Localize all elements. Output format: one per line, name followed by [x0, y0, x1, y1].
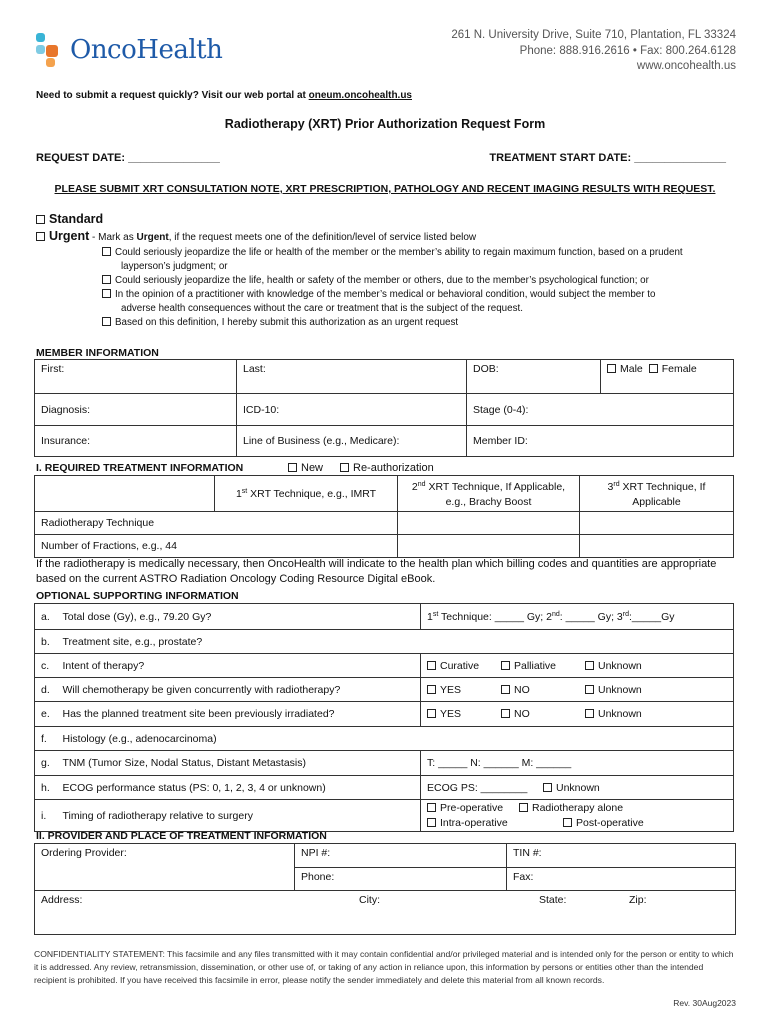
unknown-checkbox[interactable] — [585, 709, 594, 718]
male-checkbox[interactable] — [607, 364, 616, 373]
standard-option[interactable]: Standard — [36, 212, 103, 226]
treatment-site-question[interactable]: Treatment site, e.g., prostate? — [57, 630, 734, 654]
address-row[interactable] — [35, 891, 736, 935]
irradiated-answer[interactable]: YES NO Unknown — [421, 702, 734, 727]
rt-alone-checkbox[interactable] — [519, 803, 528, 812]
treatment-table — [34, 475, 734, 558]
gender-field[interactable]: Male Female — [601, 360, 734, 394]
unknown-checkbox[interactable] — [585, 661, 594, 670]
tnm-question: TNM (Tumor Size, Nodal Status, Distant Metastasis) — [57, 751, 421, 776]
npi-field[interactable]: NPI #: — [295, 844, 507, 868]
female-checkbox[interactable] — [649, 364, 658, 373]
optional-table: a. Total dose (Gy), e.g., 79.20 Gy? 1st Technique: _____ Gy; 2nd: _____ Gy; 3rd:_____Gy b. Treatment site, e.g., prostate? c. Intent of therapy? Curative Palliative Unknown d. Will chemotherapy be given concurrently with radiotherapy? YES NO Unknown e. Has the planned treatment site been previously irradiated? YES NO Unknown f. Histology (e.g., adenocarcinoma) g. TNM (Tumor Size, Nodal Status, Distant Metastasis) T: _____ N: ______ M: ______ h. ECOG performance status (PS: 0, 1, 2, 3, 4 or unknown) ECOG PS: ________ Unknown i. Timing of radiotherapy relative to surgery Pre-operative Radiotherapy alone Intra-operative Post-operative — [34, 603, 734, 832]
dob-field[interactable]: DOB: — [467, 360, 601, 394]
yes-checkbox[interactable] — [427, 709, 436, 718]
technique-2-input[interactable] — [398, 512, 580, 535]
ecog-answer[interactable]: ECOG PS: ________ Unknown — [421, 776, 734, 800]
portal-notice: Need to submit a request quickly? Visit our web portal at oneum.oncohealth.us — [36, 90, 412, 101]
chemo-answer[interactable]: YES NO Unknown — [421, 678, 734, 702]
unknown-checkbox[interactable] — [543, 783, 552, 792]
member-info-table — [34, 359, 734, 457]
confidentiality-statement: CONFIDENTIALITY STATEMENT: This facsimile and any files transmitted with it may contain confidential and/or privileged material and is intended only for the person or entity to which it is addressed. Any review, retransmission, dissemination, or other use of, or taking of any action in reliance upon, this information by persons or entities other than the intended recipient is prohibited. If you have received this facsimile in error, please notify the sender immediately and delete this material from all known records. — [34, 949, 734, 985]
surgery-timing-answer[interactable]: Pre-operative Radiotherapy alone Intra-operative Post-operative — [421, 800, 734, 832]
technique-3-header: 3rd XRT Technique, If Applicable — [580, 476, 734, 512]
urgent-criterion-1[interactable]: Could seriously jeopardize the life or health of the member or the member’s ability to regain maximum function, based on a prudent — [102, 246, 683, 260]
criterion-checkbox[interactable] — [102, 289, 111, 298]
intent-question: Intent of therapy? — [57, 654, 421, 678]
no-checkbox[interactable] — [501, 685, 510, 694]
optional-heading: OPTIONAL SUPPORTING INFORMATION — [36, 590, 239, 602]
phone-field[interactable]: Phone: — [295, 868, 507, 891]
preop-checkbox[interactable] — [427, 803, 436, 812]
submit-notice: PLEASE SUBMIT XRT CONSULTATION NOTE, XRT PRESCRIPTION, PATHOLOGY AND RECENT IMAGING RESULTS WITH REQUEST. — [54, 183, 716, 195]
urgent-option[interactable]: Urgent - Mark as Urgent, if the request meets one of the definition/level of service listed below — [36, 229, 476, 243]
logo-text: OncoHealth — [70, 35, 223, 65]
technique-3-input[interactable] — [580, 512, 734, 535]
intent-answer[interactable]: Curative Palliative Unknown — [421, 654, 734, 678]
fractions-2-input[interactable] — [398, 535, 580, 558]
billing-paragraph: If the radiotherapy is medically necessary, then OncoHealth will indicate to the health plan which billing codes and quantities are appropriate based on the current ASTRO Radiation Oncology Coding Resource Digital eBook. — [36, 558, 717, 585]
reauth-checkbox[interactable] — [340, 463, 349, 472]
tin-field[interactable]: TIN #: — [507, 844, 736, 868]
reauth-option[interactable]: Re-authorization — [340, 462, 434, 474]
tnm-answer[interactable]: T: _____ N: ______ M: ______ — [421, 751, 734, 776]
palliative-checkbox[interactable] — [501, 661, 510, 670]
unknown-checkbox[interactable] — [585, 685, 594, 694]
yes-checkbox[interactable] — [427, 685, 436, 694]
state-field[interactable]: State: — [539, 894, 567, 906]
histology-question[interactable]: Histology (e.g., adenocarcinoma) — [57, 727, 734, 751]
surgery-timing-question: Timing of radiotherapy relative to surgery — [57, 800, 421, 832]
last-name-field[interactable]: Last: — [237, 360, 467, 394]
criterion-checkbox[interactable] — [102, 317, 111, 326]
urgent-checkbox[interactable] — [36, 232, 45, 241]
city-field[interactable]: City: — [359, 894, 380, 906]
curative-checkbox[interactable] — [427, 661, 436, 670]
criterion-checkbox[interactable] — [102, 247, 111, 256]
standard-checkbox[interactable] — [36, 215, 45, 224]
line-of-business-field[interactable]: Line of Business (e.g., Medicare): — [237, 426, 467, 457]
diagnosis-field[interactable]: Diagnosis: — [35, 394, 237, 426]
logo-mark-icon — [36, 33, 66, 67]
technique-2-header: 2nd XRT Technique, If Applicable, e.g., Brachy Boost — [398, 476, 580, 512]
fractions-label: Number of Fractions, e.g., 44 — [35, 535, 398, 558]
fax-field[interactable]: Fax: — [507, 868, 736, 891]
new-checkbox[interactable] — [288, 463, 297, 472]
urgent-criterion-4[interactable]: Based on this definition, I hereby submit this authorization as an urgent request — [102, 316, 458, 330]
company-address: 261 N. University Drive, Suite 710, Plantation, FL 33324 Phone: 888.916.2616 • Fax: 800.264.6128 www.oncohealth.us — [451, 28, 736, 75]
blank-header-cell — [35, 476, 215, 512]
urgent-criterion-3[interactable]: In the opinion of a practitioner with knowledge of the member’s medical or behavioral condition, would subject the member to — [102, 288, 655, 302]
postop-checkbox[interactable] — [563, 818, 572, 827]
icd10-field[interactable]: ICD-10: — [237, 394, 467, 426]
radiotherapy-technique-label: Radiotherapy Technique — [35, 512, 398, 535]
request-date-field[interactable]: REQUEST DATE: _______________ — [36, 152, 220, 164]
treatment-start-date-field[interactable]: TREATMENT START DATE: _______________ — [489, 152, 726, 164]
urgent-criterion-2[interactable]: Could seriously jeopardize the life, health or safety of the member or others, due to the member’s psychological function; or — [102, 274, 649, 288]
provider-table — [34, 843, 736, 935]
zip-field[interactable]: Zip: — [629, 894, 647, 906]
total-dose-answer[interactable]: 1st Technique: _____ Gy; 2nd: _____ Gy; 3rd:_____Gy — [421, 604, 734, 630]
stage-field[interactable]: Stage (0-4): — [467, 394, 734, 426]
provider-heading: II. PROVIDER AND PLACE OF TREATMENT INFORMATION — [36, 830, 327, 842]
form-title: Radiotherapy (XRT) Prior Authorization Request Form — [224, 117, 546, 131]
treatment-heading: I. REQUIRED TREATMENT INFORMATION — [36, 462, 244, 474]
technique-1-header: 1st XRT Technique, e.g., IMRT — [215, 476, 398, 512]
insurance-field[interactable]: Insurance: — [35, 426, 237, 457]
irradiated-question: Has the planned treatment site been previously irradiated? — [57, 702, 421, 727]
revision-label: Rev. 30Aug2023 — [673, 998, 736, 1008]
first-name-field[interactable]: First: — [35, 360, 237, 394]
fractions-3-input[interactable] — [580, 535, 734, 558]
new-option[interactable]: New — [288, 462, 323, 474]
ecog-question: ECOG performance status (PS: 0, 1, 2, 3, 4 or unknown) — [57, 776, 421, 800]
website-link[interactable]: www.oncohealth.us — [636, 60, 736, 72]
urgent-criterion-3-cont: adverse health consequences without the care or treatment that is the subject of the request. — [121, 303, 523, 314]
intraop-checkbox[interactable] — [427, 818, 436, 827]
no-checkbox[interactable] — [501, 709, 510, 718]
member-info-heading: MEMBER INFORMATION — [36, 347, 159, 359]
ordering-provider-field[interactable]: Ordering Provider: — [35, 844, 295, 891]
urgent-criterion-1-cont: layperson’s judgment; or — [121, 261, 228, 272]
chemo-question: Will chemotherapy be given concurrently with radiotherapy? — [57, 678, 421, 702]
oncohealth-logo — [36, 30, 222, 70]
criterion-checkbox[interactable] — [102, 275, 111, 284]
total-dose-question: Total dose (Gy), e.g., 79.20 Gy? — [57, 604, 421, 630]
address-field[interactable]: Address: — [41, 894, 83, 906]
portal-link[interactable]: oneum.oncohealth.us — [308, 90, 412, 101]
member-id-field[interactable]: Member ID: — [467, 426, 734, 457]
